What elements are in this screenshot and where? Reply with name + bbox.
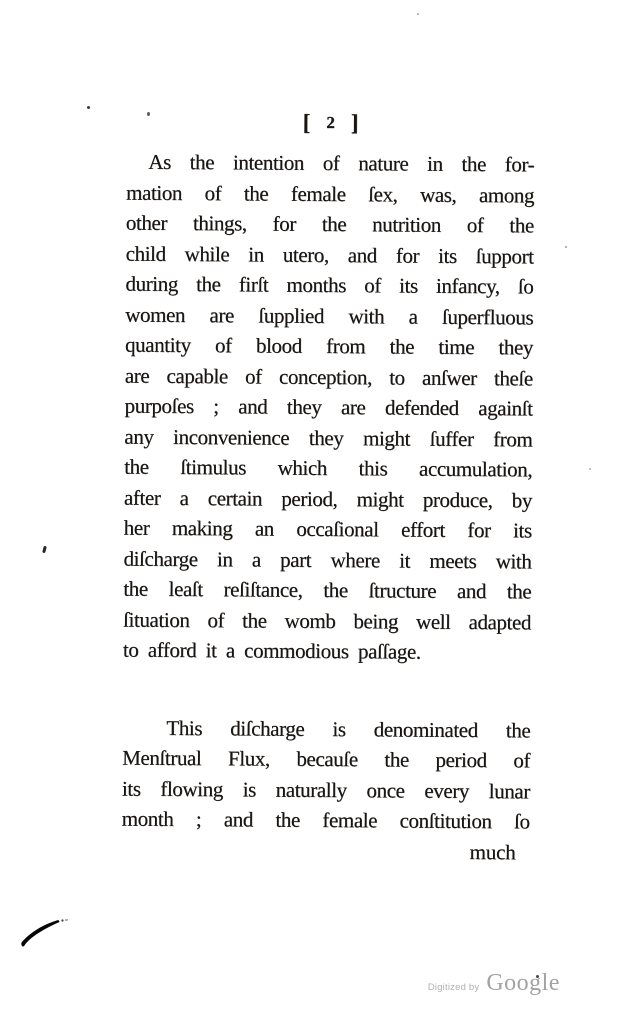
digitized-by-watermark	[428, 970, 560, 997]
text-line: her making an occaſional effort for its	[123, 515, 532, 543]
text-line: any inconvenience they might ſuffer from	[124, 424, 533, 451]
text-line: diſcharge in a part where it meets with	[123, 546, 532, 573]
digitized-by-label: Digitized by	[427, 982, 480, 993]
scan-speck	[87, 106, 90, 109]
page-number-bracket-close: ]	[350, 110, 359, 136]
text-line: As the intention of nature in the for-	[148, 149, 535, 177]
text-line: are capable of conception, to anſwer theſe	[124, 363, 533, 390]
scan-speck	[589, 468, 591, 470]
text-line: women are ſupplied with a ſuperfluous	[125, 302, 534, 329]
page-number-bracket-open: [	[302, 109, 311, 135]
text-line: child while in utero, and for its ſupport	[125, 241, 534, 268]
scan-speck	[42, 546, 47, 554]
text-line: quantity of blood from the time they	[124, 332, 534, 360]
paragraph	[122, 712, 531, 837]
page-number: 2	[326, 112, 335, 133]
text-line: Menſtrual Flux, becauſe the period of	[122, 745, 531, 773]
catchword-row	[121, 834, 529, 867]
scan-speck	[565, 246, 567, 248]
printed-text-block	[121, 109, 534, 868]
text-line: month ; and the female conſtitution ſo	[121, 806, 530, 834]
text-line: purpoſes ; and they are defended againſt	[124, 393, 533, 421]
text-line: its flowing is naturally once every lunar	[121, 776, 530, 803]
text-line: This diſcharge is denominated the	[166, 715, 531, 742]
ink-stroke	[20, 918, 70, 950]
text-line: other things, for the nutrition of the	[125, 210, 534, 238]
text-line: mation of the female ſex, was, among	[125, 180, 535, 207]
text-line: ſituation of the womb being well adapted	[122, 607, 532, 634]
paragraph	[123, 147, 535, 668]
text-line: to afford it a commodious paſſage.	[122, 637, 421, 664]
text-line: after a certain period, might produce, by	[123, 485, 532, 512]
scan-speck	[417, 13, 419, 15]
google-logo: Google	[486, 970, 560, 996]
text-line: the ſtimulus which this accumulation,	[124, 454, 533, 482]
page-header	[126, 109, 534, 140]
body-text	[122, 147, 535, 837]
text-line: the leaſt reſiſtance, the ſtructure and the	[123, 576, 532, 604]
text-line: during the firſt months of its infancy, ſo	[125, 271, 534, 299]
catchword: much	[469, 839, 516, 864]
